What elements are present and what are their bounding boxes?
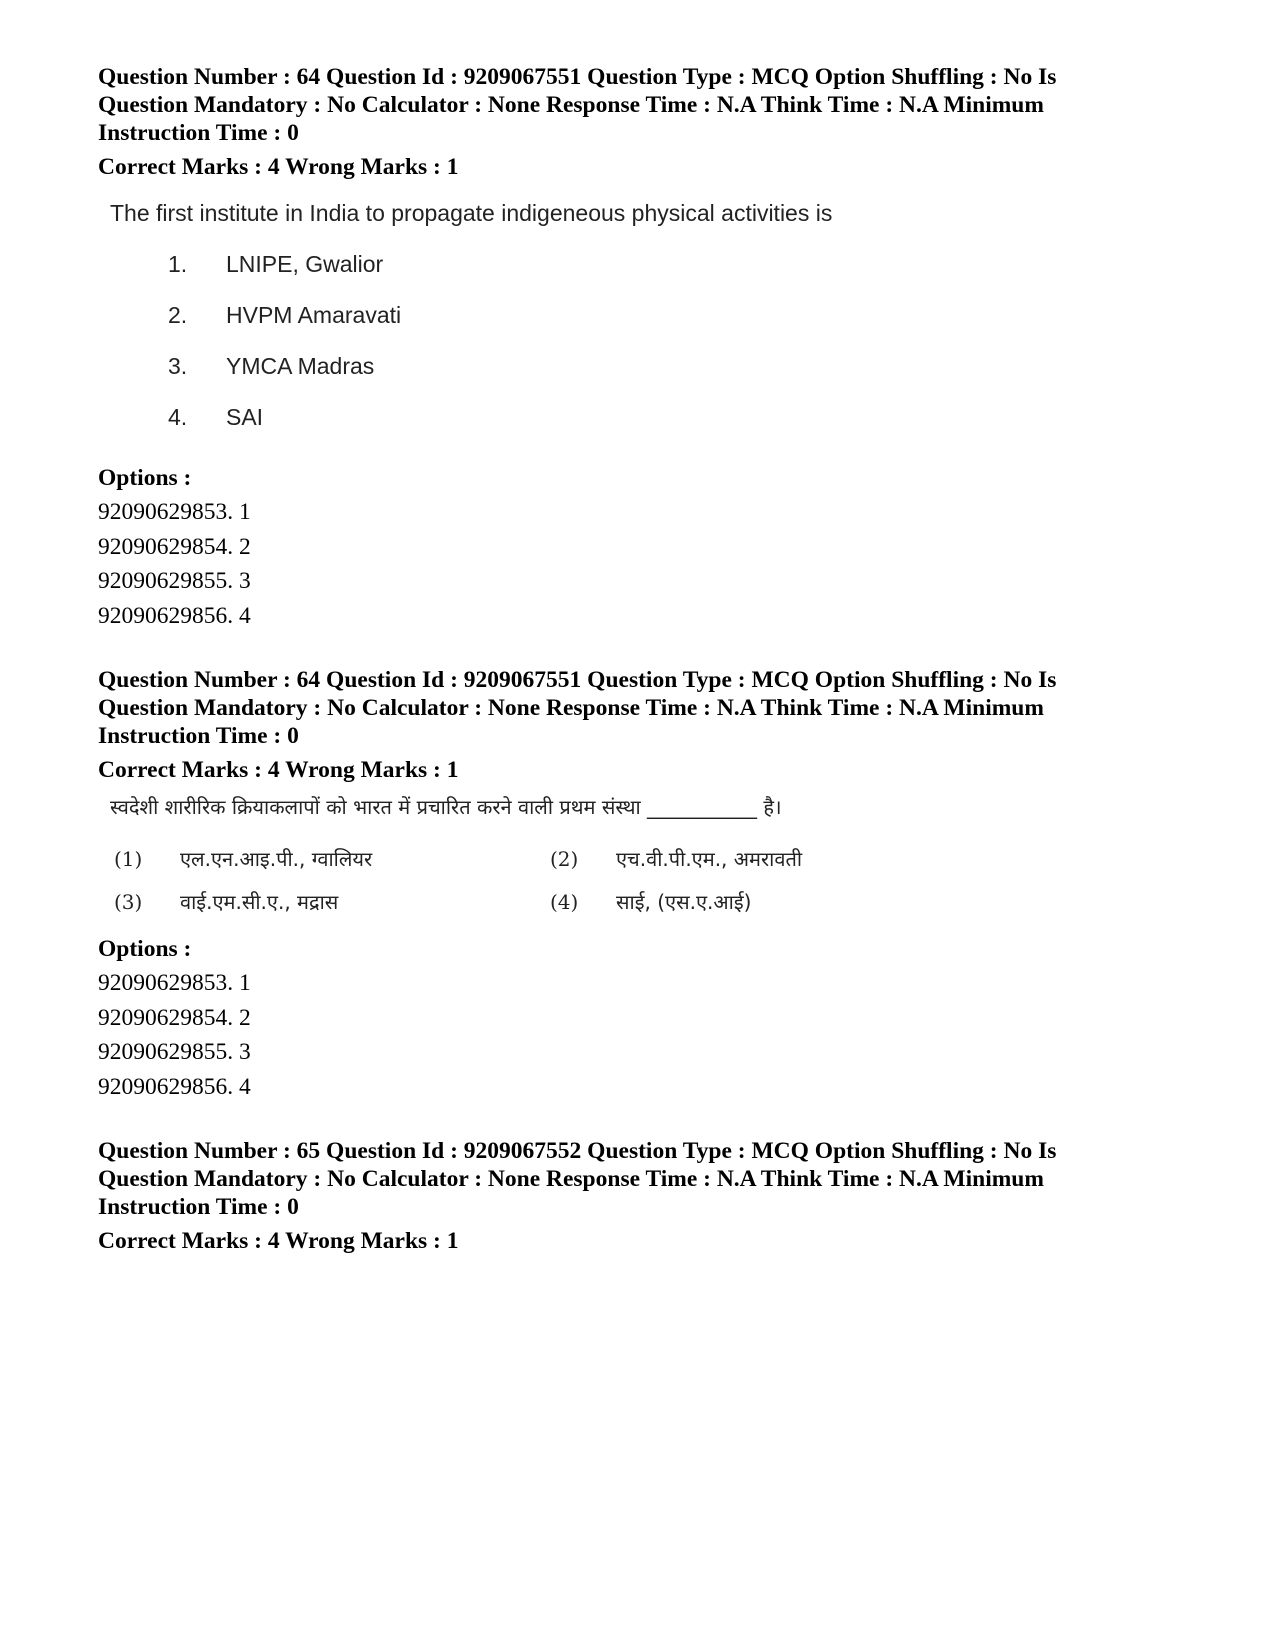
choice-number: (1) (114, 847, 143, 871)
question-meta-line: Question Number : 64 Question Id : 9209067551 Question Type : MCQ Option Shuffling : No Is (98, 64, 1057, 90)
question-meta-line: Instruction Time : 0 (98, 1194, 299, 1220)
choice-number: 1. (168, 251, 188, 277)
question-meta-line: Question Mandatory : No Calculator : None Response Time : N.A Think Time : N.A Minimum (98, 92, 1044, 118)
marks-line: Correct Marks : 4 Wrong Marks : 1 (98, 154, 459, 180)
options-list-2 (98, 932, 1198, 1104)
choice-text: SAI (226, 404, 264, 430)
option-item: 92090629856. 4 (98, 602, 251, 629)
choice-number: 4. (168, 404, 188, 430)
question-stem: स्वदेशी शारीरिक क्रियाकलापों को भारत में प्रचारित करने वाली प्रथम संस्था ___________ है। (110, 795, 782, 819)
question-stem: The first institute in India to propagate indigeneous physical activities is (110, 200, 833, 226)
choice-number: 2. (168, 302, 188, 328)
option-item: 92090629855. 3 (98, 1039, 251, 1065)
answer-choice (114, 845, 372, 873)
question-header-3 (98, 1137, 1198, 1255)
question-meta-line: Instruction Time : 0 (98, 723, 299, 749)
option-item: 92090629854. 2 (98, 533, 251, 560)
answer-choice (550, 845, 802, 873)
choice-text: एल.एन.आइ.पी., ग्वालियर (180, 847, 373, 871)
question-meta-line: Question Number : 65 Question Id : 9209067552 Question Type : MCQ Option Shuffling : No Is (98, 1138, 1057, 1164)
options-label: Options : (98, 465, 192, 491)
question-image-english (110, 198, 1010, 438)
choice-text: YMCA Madras (226, 353, 375, 379)
choice-number: (2) (550, 847, 579, 871)
answer-choice (168, 402, 263, 432)
choice-text: HVPM Amaravati (226, 302, 402, 328)
marks-line: Correct Marks : 4 Wrong Marks : 1 (98, 1228, 459, 1254)
option-item: 92090629853. 1 (98, 970, 251, 996)
option-item: 92090629855. 3 (98, 568, 251, 594)
option-item: 92090629854. 2 (98, 1004, 251, 1031)
choice-text: एच.वी.पी.एम., अमरावती (616, 847, 803, 871)
choice-number: (3) (114, 890, 143, 914)
options-label: Options : (98, 936, 192, 962)
choice-text: साई, (एस.ए.आई) (616, 890, 752, 914)
question-meta-line: Instruction Time : 0 (98, 120, 299, 146)
answer-choice (114, 888, 338, 916)
question-meta-line: Question Mandatory : No Calculator : None Response Time : N.A Think Time : N.A Minimum (98, 1166, 1044, 1192)
answer-choice (550, 888, 751, 916)
answer-choice (168, 249, 383, 279)
choice-number: (4) (550, 890, 579, 914)
question-header-2 (98, 666, 1198, 784)
choice-text: LNIPE, Gwalior (226, 251, 384, 277)
option-item: 92090629853. 1 (98, 499, 251, 525)
answer-choice (168, 351, 374, 381)
answer-choice (168, 300, 401, 330)
question-image-hindi (110, 793, 910, 923)
choice-text: वाई.एम.सी.ए., मद्रास (180, 890, 339, 914)
options-list-1 (98, 461, 1198, 633)
question-meta-line: Question Number : 64 Question Id : 9209067551 Question Type : MCQ Option Shuffling : No Is (98, 667, 1057, 693)
marks-line: Correct Marks : 4 Wrong Marks : 1 (98, 757, 459, 783)
option-item: 92090629856. 4 (98, 1073, 251, 1100)
question-header-1 (98, 63, 1198, 181)
question-meta-line: Question Mandatory : No Calculator : None Response Time : N.A Think Time : N.A Minimum (98, 695, 1044, 721)
choice-number: 3. (168, 353, 188, 379)
